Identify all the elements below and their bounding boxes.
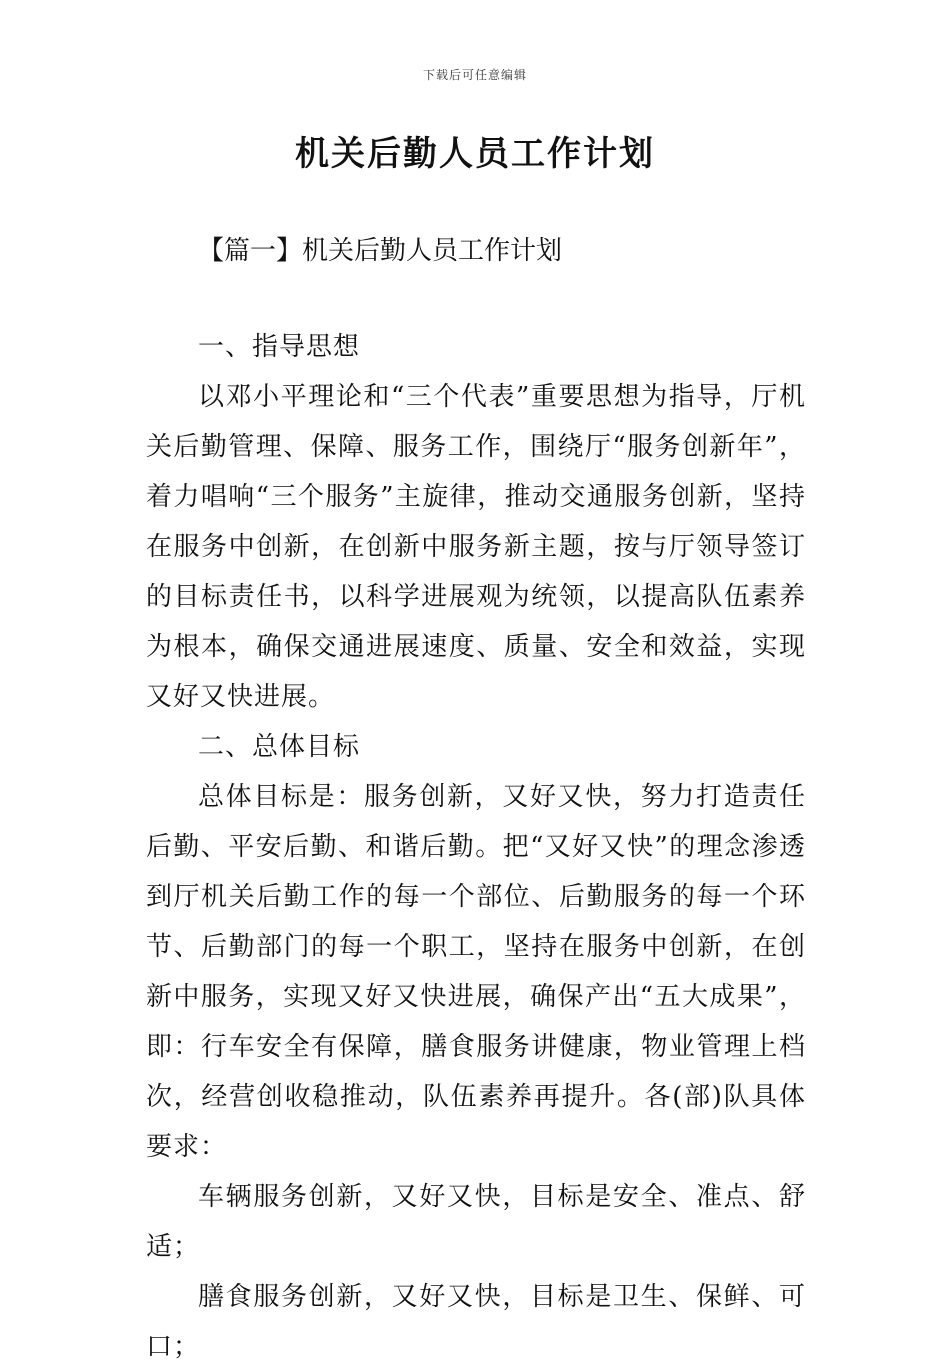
- section-subtitle: 【篇一】机关后勤人员工作计划: [198, 236, 563, 266]
- paragraph-catering-service: 膳食服务创新，又好又快，目标是卫生、保鲜、可口；: [146, 1282, 806, 1362]
- heading-guiding-ideology: 一、指导思想: [198, 332, 361, 362]
- document-title: 机关后勤人员工作计划: [295, 134, 655, 174]
- page-header-note: 下载后可任意编辑: [422, 68, 527, 82]
- document-body: [146, 322, 806, 1372]
- paragraph-guiding-ideology: 以邓小平理论和“三个代表”重要思想为指导，厅机关后勤管理、保障、服务工作，围绕厅“服务创新年”，着力唱响“三个服务”主旋律，推动交通服务创新，坚持在服务中创新，在创新中服务新主题，按与厅领导签订的目标责任书，以科学进展观为统领，以提高队伍素养为根本，确保交通进展速度、质量、安全和效益，实现又好又快进展。: [146, 382, 806, 712]
- heading-overall-goal: 二、总体目标: [198, 732, 361, 762]
- paragraph-vehicle-service: 车辆服务创新，又好又快，目标是安全、准点、舒适；: [146, 1182, 806, 1262]
- paragraph-overall-goal: 总体目标是：服务创新，又好又快，努力打造责任后勤、平安后勤、和谐后勤。把“又好又快”的理念渗透到厅机关后勤工作的每一个部位、后勤服务的每一个环节、后勤部门的每一个职工，坚持在服务中创新，在创新中服务，实现又好又快进展，确保产出“五大成果”，即：行车安全有保障，膳食服务讲健康，物业管理上档次，经营创收稳推动，队伍素养再提升。各(部)队具体要求：: [146, 782, 806, 1162]
